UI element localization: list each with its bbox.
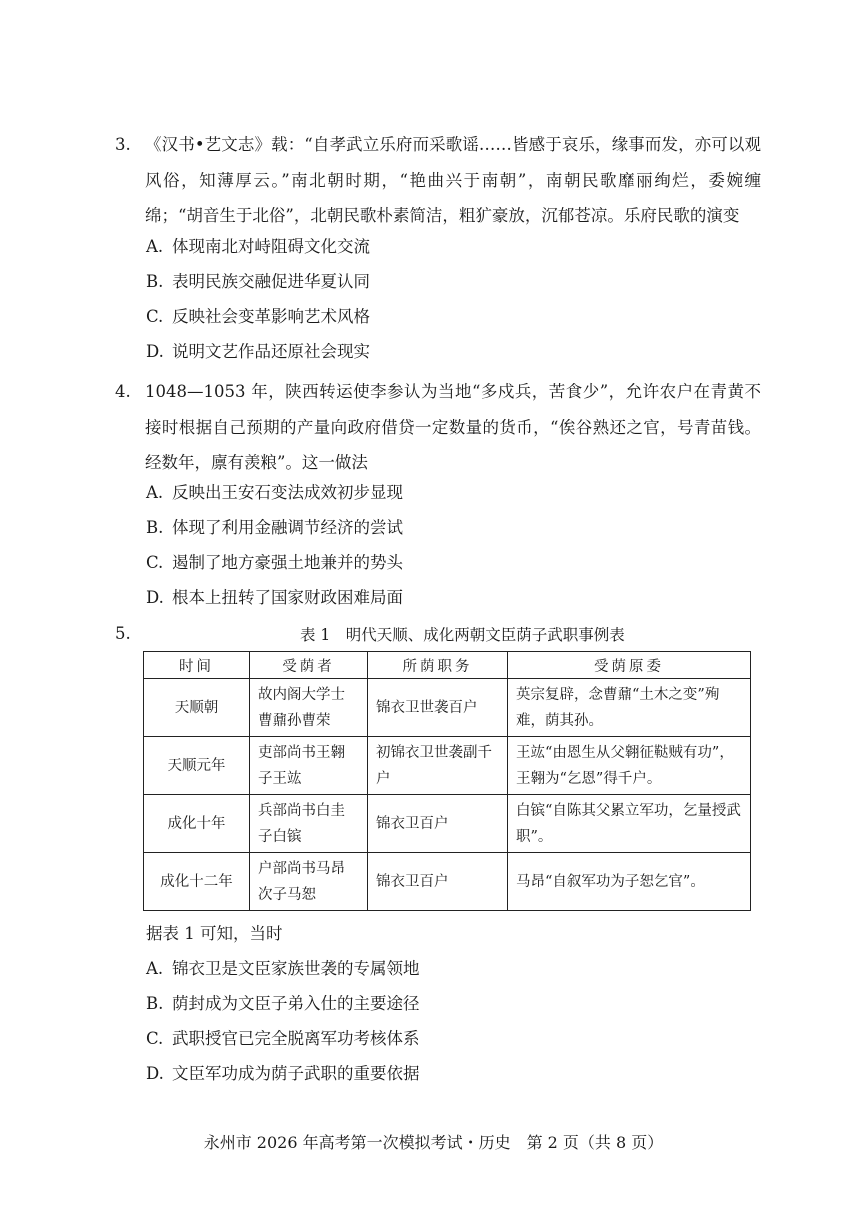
option-b: B. 表明民族交融促进华夏认同 bbox=[146, 272, 370, 291]
option-d: D. 说明文艺作品还原社会现实 bbox=[146, 342, 370, 361]
table-header-row bbox=[144, 652, 751, 679]
question-number: 4. bbox=[115, 382, 131, 401]
column-header: 受荫原委 bbox=[508, 652, 751, 679]
table-row bbox=[144, 795, 751, 853]
question-number: 5. bbox=[115, 624, 131, 643]
table-cell-time: 天顺元年 bbox=[144, 737, 250, 795]
table-cell-time: 天顺朝 bbox=[144, 679, 250, 737]
data-table bbox=[143, 651, 751, 911]
column-header: 所荫职务 bbox=[368, 652, 508, 679]
table-cell-recipient: 故内阁大学士曹鼐孙曹荣 bbox=[250, 679, 368, 737]
table-cell-reason: 马昂“自叙军功为子恕乞官”。 bbox=[508, 853, 751, 911]
option-b: B. 体现了利用金融调节经济的尝试 bbox=[146, 518, 403, 537]
option-a: A. 反映出王安石变法成效初步显现 bbox=[146, 483, 403, 502]
question-stem: 《汉书•艺文志》载：“自孝武立乐府而采歌谣……皆感于哀乐，缘事而发，亦可以观风俗，知薄厚云。”南北朝时期，“艳曲兴于南朝”，南朝民歌靡丽绚烂，委婉缠绵；“胡音生于北俗”，北朝民歌朴素简洁，粗犷豪放，沉郁苍凉。乐府民歌的演变 bbox=[145, 135, 761, 225]
table-cell-post: 锦衣卫世袭百户 bbox=[368, 679, 508, 737]
option-d: D. 根本上扭转了国家财政困难局面 bbox=[146, 588, 403, 607]
question-stem: 1048—1053 年，陕西转运使李参认为当地“多戍兵，苦食少”，允许农户在青黄不接时根据自己预期的产量向政府借贷一定数量的货币，“俟谷熟还之官，号青苗钱。经数年，廪有羡粮”。这一做法 bbox=[145, 382, 761, 472]
option-b: B. 荫封成为文臣子弟入仕的主要途径 bbox=[146, 994, 420, 1013]
question-stem: 据表 1 可知，当时 bbox=[146, 924, 283, 943]
table-row bbox=[144, 679, 751, 737]
option-c: C. 武职授官已完全脱离军功考核体系 bbox=[146, 1029, 420, 1048]
table-row bbox=[144, 853, 751, 911]
table-cell-post: 锦衣卫百户 bbox=[368, 795, 508, 853]
option-a: A. 锦衣卫是文臣家族世袭的专属领地 bbox=[146, 959, 420, 978]
option-c: C. 遏制了地方豪强土地兼并的势头 bbox=[146, 553, 403, 572]
option-d: D. 文臣军功成为荫子武职的重要依据 bbox=[146, 1064, 420, 1083]
question-number: 3. bbox=[115, 135, 131, 154]
column-header: 受荫者 bbox=[250, 652, 368, 679]
table-cell-recipient: 吏部尚书王翱子王竑 bbox=[250, 737, 368, 795]
table-cell-reason: 白镔“自陈其父累立军功，乞量授武职”。 bbox=[508, 795, 751, 853]
table-cell-time: 成化十二年 bbox=[144, 853, 250, 911]
table-caption: 表 1 明代天顺、成化两朝文臣荫子武职事例表 bbox=[300, 626, 625, 644]
table-cell-post: 初锦衣卫世袭副千户 bbox=[368, 737, 508, 795]
option-c: C. 反映社会变革影响艺术风格 bbox=[146, 307, 370, 326]
table-cell-reason: 王竑“由恩生从父翱征鞑贼有功”，王翱为“乞恩”得千户。 bbox=[508, 737, 751, 795]
table-cell-time: 成化十年 bbox=[144, 795, 250, 853]
column-header: 时间 bbox=[144, 652, 250, 679]
table-cell-post: 锦衣卫百户 bbox=[368, 853, 508, 911]
option-a: A. 体现南北对峙阻碍文化交流 bbox=[146, 237, 370, 256]
table-cell-recipient: 户部尚书马昂次子马恕 bbox=[250, 853, 368, 911]
table-row bbox=[144, 737, 751, 795]
table-cell-recipient: 兵部尚书白圭子白镔 bbox=[250, 795, 368, 853]
page-footer: 永州市 2026 年高考第一次模拟考试・历史 第 2 页（共 8 页） bbox=[203, 1133, 664, 1152]
table-cell-reason: 英宗复辟，念曹鼐“土木之变”殉难，荫其孙。 bbox=[508, 679, 751, 737]
